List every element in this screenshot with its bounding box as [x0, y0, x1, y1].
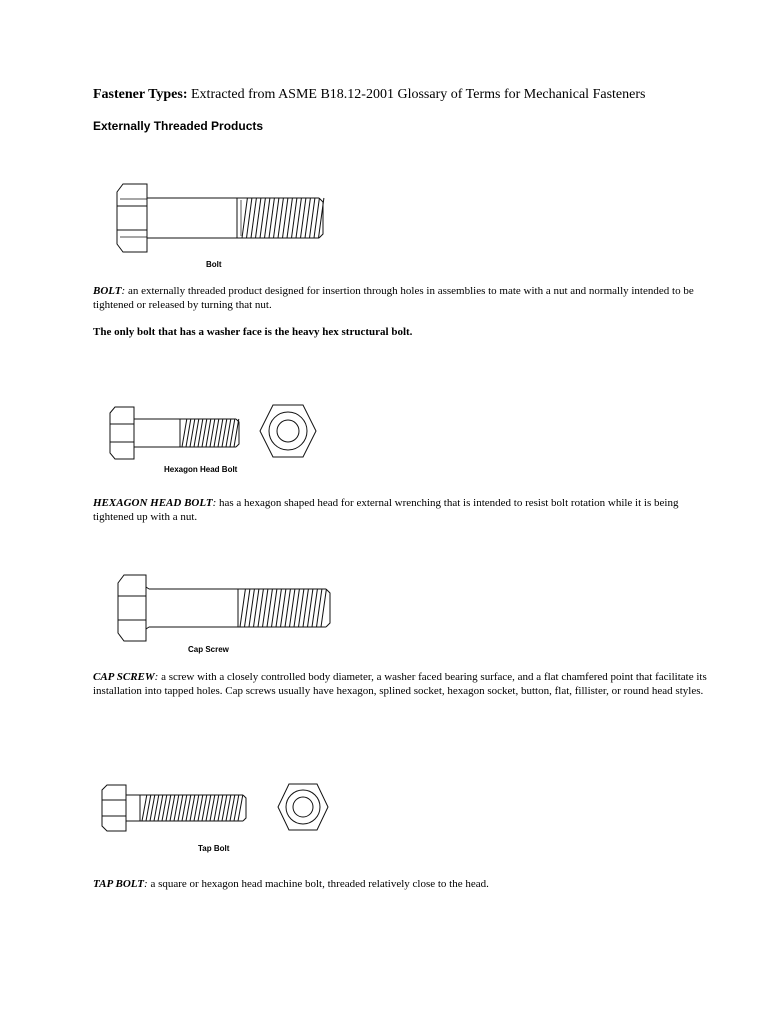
- cap-screw-definition-text: a screw with a closely controlled body diameter, a washer faced bearing surface, and a flat chamfered point that facilitate its installation into tapped holes. Cap screws usually have hexagon, splined socket, hexagon socket, button, flat, fillister, or round head styles.: [93, 671, 707, 697]
- hexagon-head-bolt-caption: Hexagon Head Bolt: [164, 465, 238, 474]
- section-heading: Externally Threaded Products: [93, 119, 264, 133]
- hex-nut-icon-small: [276, 782, 330, 832]
- tap-bolt-definition: [93, 877, 713, 891]
- bolt-definition: [93, 284, 713, 312]
- tap-bolt-term: TAP BOLT: [93, 878, 145, 890]
- tap-bolt-caption: Tap Bolt: [198, 844, 230, 853]
- cap-screw-illustration: [116, 573, 336, 643]
- hex-nut-icon: [258, 403, 318, 459]
- bolt-caption: Bolt: [206, 260, 222, 269]
- document-title: [93, 87, 645, 103]
- hexagon-head-bolt-term-colon: :: [212, 497, 217, 509]
- hexagon-head-bolt-term: HEXAGON HEAD BOLT: [93, 497, 213, 509]
- title-label: Fastener Types:: [93, 87, 188, 102]
- bolt-illustration: [115, 182, 330, 254]
- bolt-term: BOLT: [93, 285, 122, 297]
- title-text: Extracted from ASME B18.12-2001 Glossary of Terms for Mechanical Fasteners: [187, 87, 646, 102]
- cap-screw-caption: Cap Screw: [188, 645, 229, 654]
- tap-bolt-term-colon: :: [144, 878, 148, 890]
- hexagon-head-bolt-illustration: [108, 405, 243, 461]
- tap-bolt-illustration: [100, 783, 250, 833]
- cap-screw-definition: [93, 670, 713, 698]
- tap-bolt-definition-text: a square or hexagon head machine bolt, threaded relatively close to the head.: [147, 878, 489, 890]
- cap-screw-term-colon: :: [154, 671, 159, 683]
- hexagon-head-bolt-definition: [93, 496, 713, 524]
- washer-face-note: The only bolt that has a washer face is the heavy hex structural bolt.: [93, 326, 413, 338]
- bolt-definition-text: an externally threaded product designed for insertion through holes in assemblies to mate with a nut and normally intended to be tightened or released by turning that nut.: [93, 285, 694, 311]
- cap-screw-term: CAP SCREW: [93, 671, 155, 683]
- hexagon-head-bolt-definition-text: has a hexagon shaped head for external wrenching that is intended to resist bolt rotation while it is being tightened up with a nut.: [93, 497, 679, 523]
- bolt-term-colon: :: [121, 285, 126, 297]
